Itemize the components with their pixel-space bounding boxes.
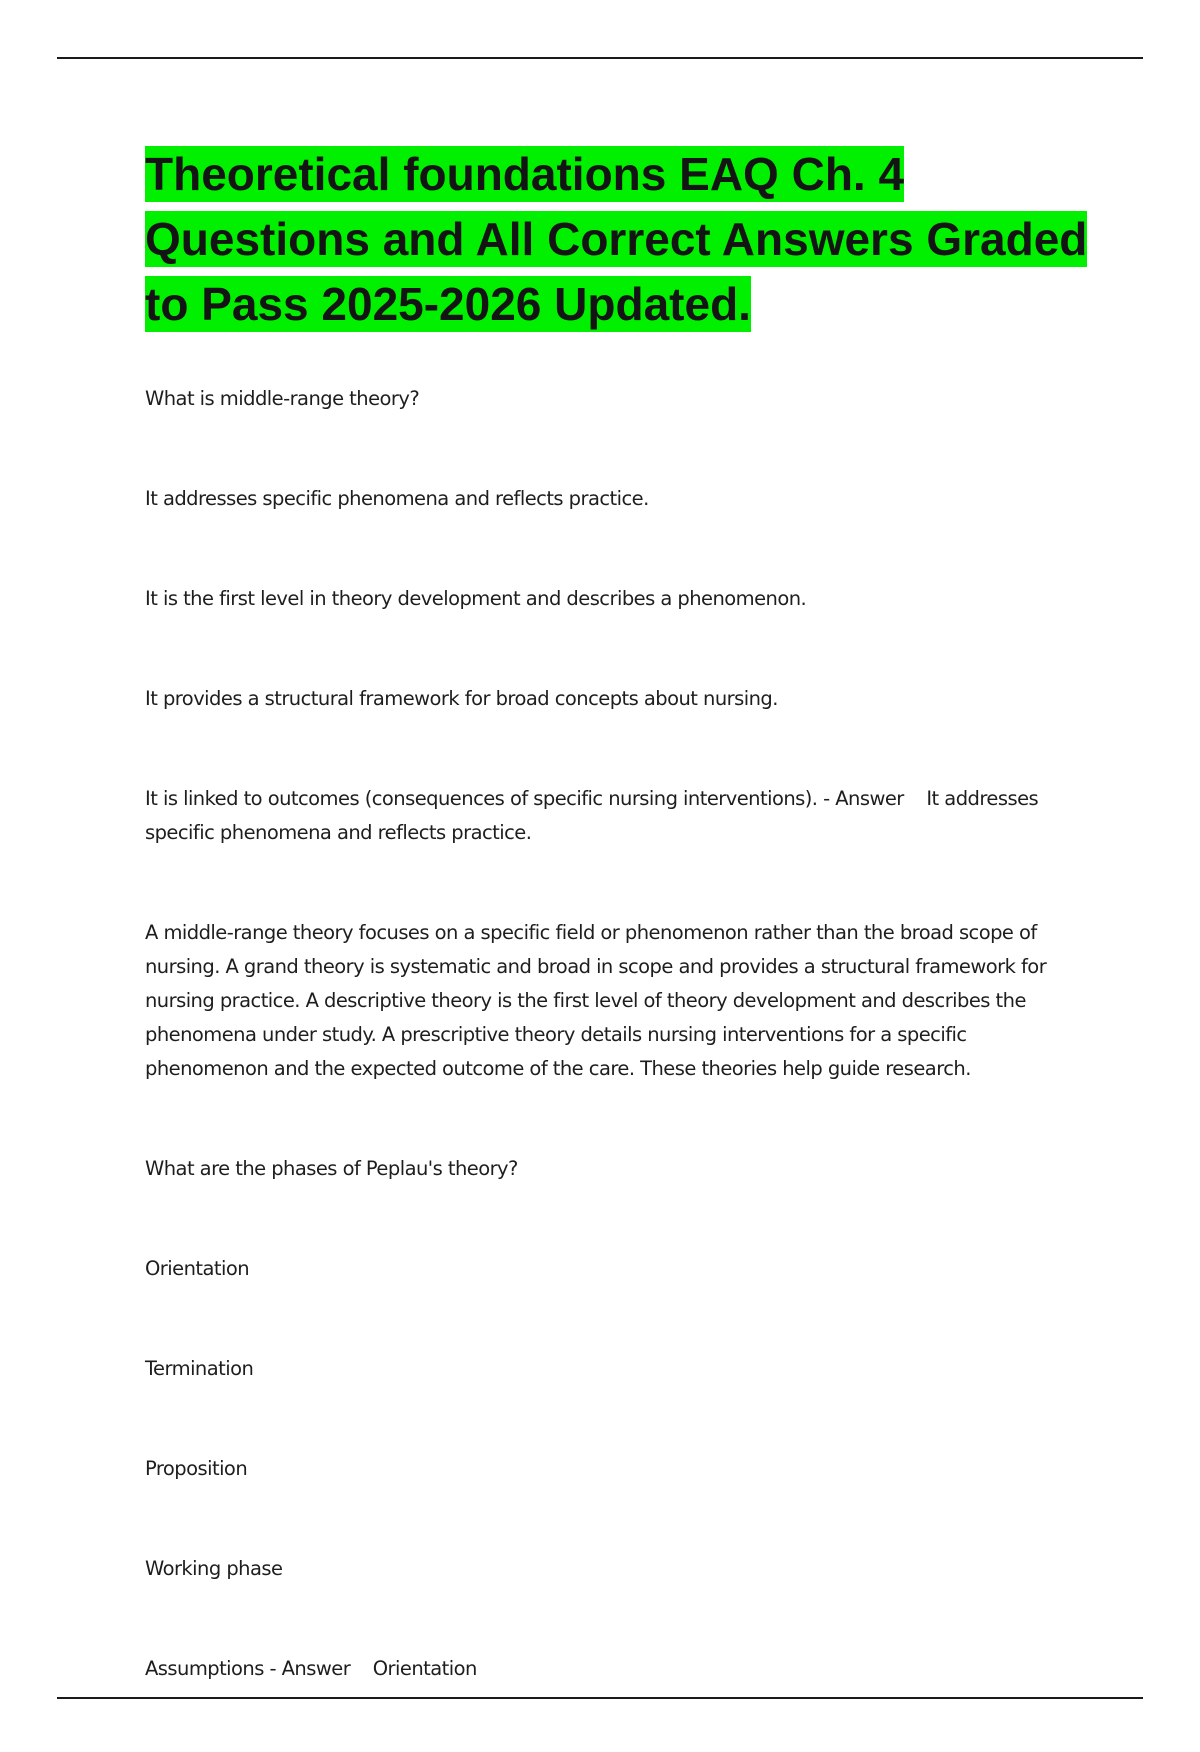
question-1: What is middle-range theory?: [145, 387, 420, 410]
option-2c: Proposition: [145, 1457, 248, 1480]
footer-rule: [57, 1697, 1143, 1699]
option-1c: It provides a structural framework for broad concepts about nursing.: [145, 687, 778, 710]
document-body: [145, 142, 1095, 1752]
option-2b: Termination: [145, 1357, 254, 1380]
header-rule: [57, 57, 1143, 59]
document-title-highlight: Theoretical foundations EAQ Ch. 4 Questions and All Correct Answers Graded to Pass 2025-2026 Updated.: [145, 148, 1088, 330]
option-1a: It addresses specific phenomena and reflects practice.: [145, 487, 649, 510]
option-2a: Orientation: [145, 1257, 250, 1280]
document-title: [145, 142, 1095, 337]
option-2d: Working phase: [145, 1557, 283, 1580]
question-2: What are the phases of Peplau's theory?: [145, 1157, 518, 1180]
option-1d-with-answer: It is linked to outcomes (consequences of specific nursing interventions). - Answer It addresses specific phenomena and reflects practice.: [145, 787, 1039, 844]
option-1b: It is the first level in theory development and describes a phenomenon.: [145, 587, 807, 610]
rationale-1: A middle-range theory focuses on a specific field or phenomenon rather than the broad scope of nursing. A grand theory is systematic and broad in scope and provides a structural framework for nursing practice. A descriptive theory is the first level of theory development and describes the phenomena under study. A prescriptive theory details nursing interventions for a specific phenomenon and the expected outcome of the care. These theories help guide research.: [145, 921, 1047, 1080]
option-2e-with-answer: Assumptions - Answer Orientation: [145, 1657, 477, 1680]
